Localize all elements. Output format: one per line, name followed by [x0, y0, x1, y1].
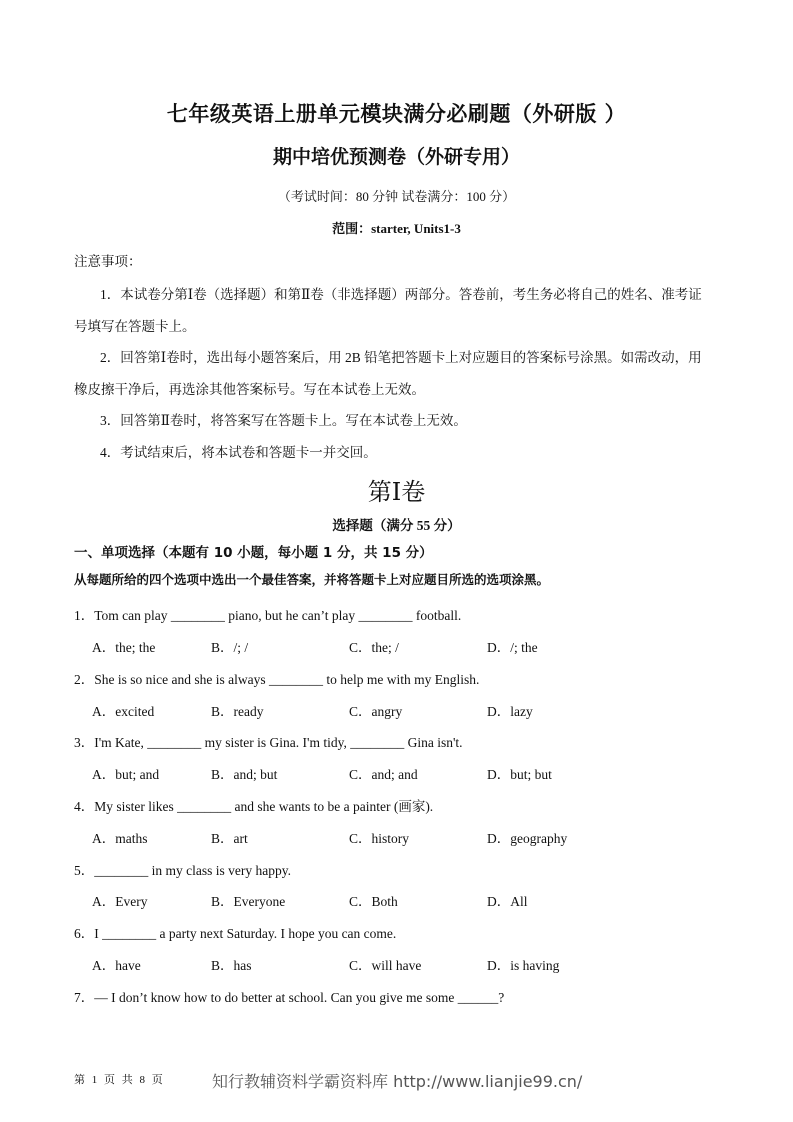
question-stem: 1．Tom can play ________ piano, but he can’t play ________ football. — [74, 608, 462, 623]
option-b[interactable]: B．ready — [211, 704, 264, 719]
notice-item-1-cont: 号填写在答题卡上。 — [74, 319, 196, 334]
notice-item-1: 1．本试卷分第Ⅰ卷（选择题）和第Ⅱ卷（非选择题）两部分。答卷前，考生务必将自己的姓名、准考证 — [100, 287, 702, 302]
volume-heading: 第Ⅰ卷 — [367, 480, 426, 506]
question-stem: 5．________ in my class is very happy. — [74, 863, 291, 878]
notice-item-3: 3．回答第Ⅱ卷时，将答案写在答题卡上。写在本试卷上无效。 — [100, 413, 467, 428]
option-b[interactable]: B．and; but — [211, 767, 278, 782]
option-d[interactable]: D．All — [487, 894, 528, 909]
option-c[interactable]: C．angry — [349, 704, 403, 719]
exam-info: （考试时间：80 分钟 试卷满分：100 分） — [277, 189, 516, 204]
question-stem: 2．She is so nice and she is always ________ to help me with my English. — [74, 672, 480, 687]
option-d[interactable]: D．geography — [487, 831, 568, 846]
option-c[interactable]: C．Both — [349, 894, 398, 909]
option-c[interactable]: C．history — [349, 831, 410, 846]
volume-subheading: 选择题（满分 55 分） — [332, 518, 461, 533]
option-a[interactable]: A．the; the — [92, 640, 156, 655]
option-c[interactable]: C．the; / — [349, 640, 399, 655]
option-c[interactable]: C．will have — [349, 958, 422, 973]
exam-scope: 范围：starter, Units1-3 — [332, 221, 461, 236]
option-d[interactable]: D．/; the — [487, 640, 538, 655]
page-number: 第 1 页 共 8 页 — [74, 1074, 165, 1086]
option-b[interactable]: B．has — [211, 958, 252, 973]
question-stem: 6．I ________ a party next Saturday. I hope you can come. — [74, 926, 397, 941]
option-d[interactable]: D．lazy — [487, 704, 533, 719]
question-stem: 7．— I don’t know how to do better at school. Can you give me some ______? — [74, 990, 505, 1005]
watermark: 知行教辅资料学霸资料库 http://www.lianjie99.cn/ — [212, 1072, 583, 1091]
page-subtitle: 期中培优预测卷（外研专用） — [272, 146, 520, 168]
notice-item-2-cont: 橡皮擦干净后，再选涂其他答案标号。写在本试卷上无效。 — [74, 382, 425, 397]
question-stem: 4．My sister likes ________ and she wants to be a painter (画家). — [74, 799, 434, 814]
option-b[interactable]: B．art — [211, 831, 248, 846]
notice-item-4: 4．考试结束后，将本试卷和答题卡一并交回。 — [100, 445, 377, 460]
option-d[interactable]: D．but; but — [487, 767, 552, 782]
option-a[interactable]: A．but; and — [92, 767, 160, 782]
option-c[interactable]: C．and; and — [349, 767, 418, 782]
question-stem: 3．I'm Kate, ________ my sister is Gina. I'm tidy, ________ Gina isn't. — [74, 735, 463, 750]
option-b[interactable]: B．/; / — [211, 640, 249, 655]
option-a[interactable]: A．maths — [92, 831, 148, 846]
notice-label: 注意事项： — [74, 254, 142, 269]
option-d[interactable]: D．is having — [487, 958, 560, 973]
option-b[interactable]: B．Everyone — [211, 894, 286, 909]
section-heading: 一、单项选择（本题有 10 小题，每小题 1 分，共 15 分） — [74, 545, 433, 561]
option-a[interactable]: A．have — [92, 958, 141, 973]
option-a[interactable]: A．excited — [92, 704, 155, 719]
notice-item-2: 2．回答第Ⅰ卷时，选出每小题答案后，用 2B 铅笔把答题卡上对应题目的答案标号涂黑。如需改动，用 — [100, 350, 702, 365]
option-a[interactable]: A．Every — [92, 894, 148, 909]
section-instruction: 从每题所给的四个选项中选出一个最佳答案，并将答题卡上对应题目所选的选项涂黑。 — [74, 572, 550, 587]
page-title: 七年级英语上册单元模块满分必刷题（外研版 ） — [166, 102, 627, 126]
